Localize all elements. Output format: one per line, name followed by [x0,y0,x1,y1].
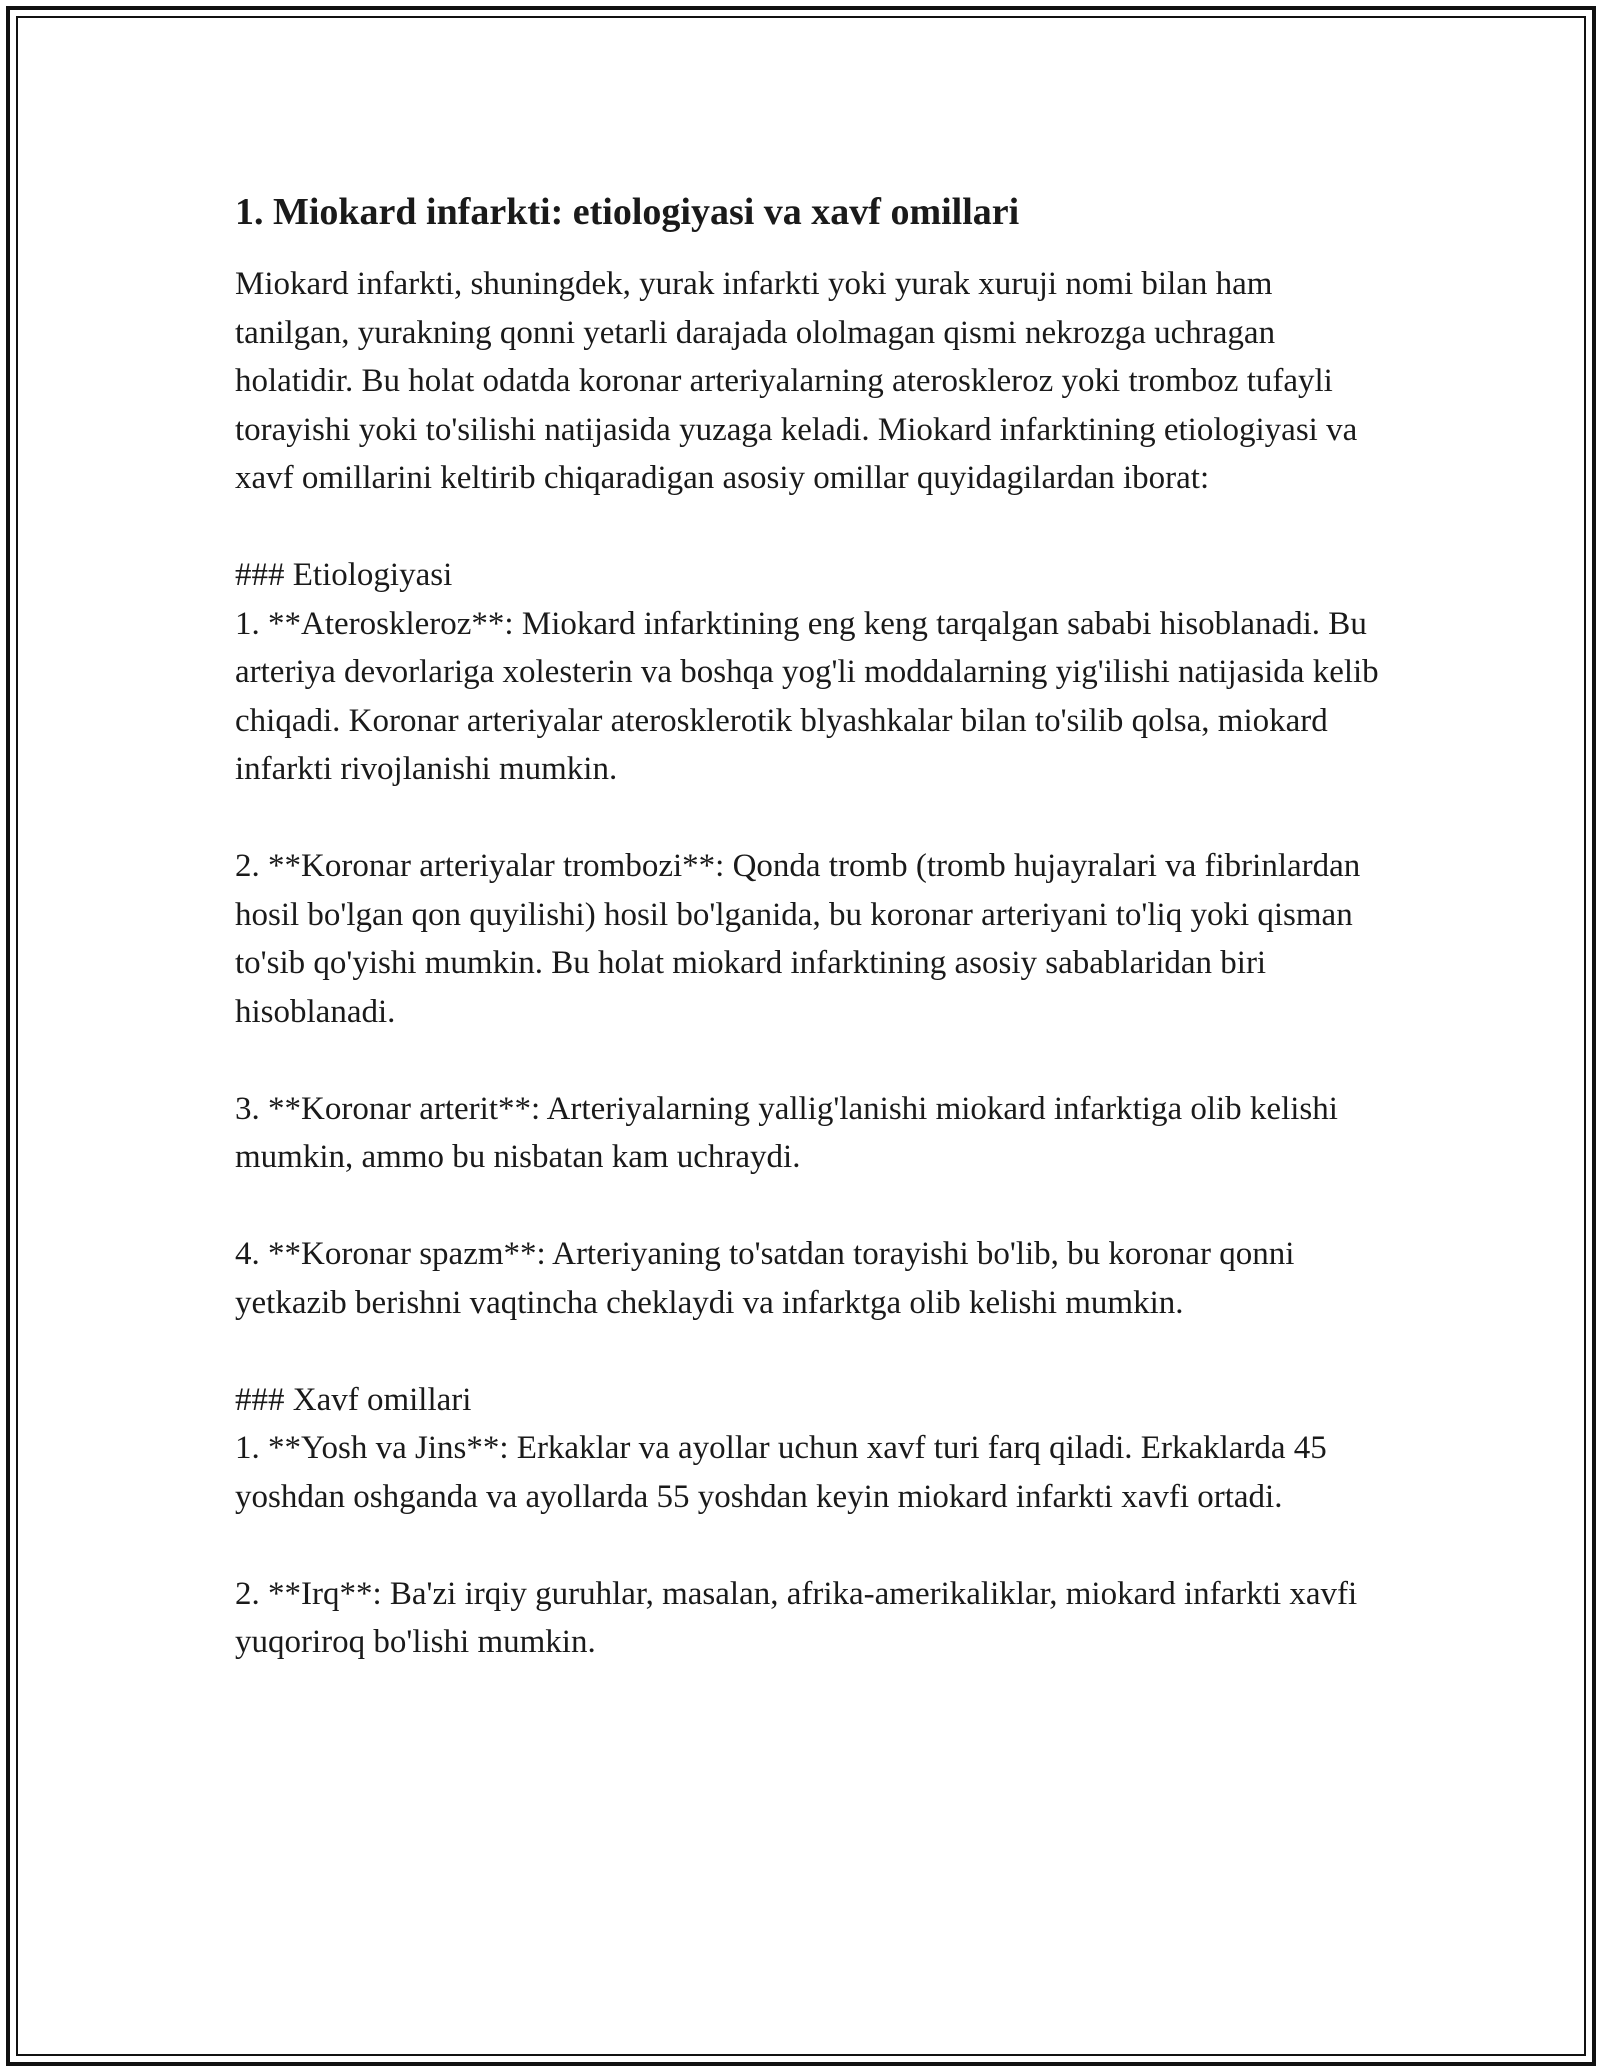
risk-item: 2. **Irq**: Ba'zi irqiy guruhlar, masalan, afrika-amerikaliklar, miokard infarkti xavfi yuqoriroq bo'lishi mumkin. [235,1575,1366,1660]
spacer [235,503,1395,552]
spacer [235,1521,1395,1570]
etiology-heading: ### Etiologiyasi [235,557,453,593]
risk-item: 1. **Yosh va Jins**: Erkaklar va ayollar uchun xavf turi farq qiladi. Erkaklarda 45 yoshdan oshganda va ayollarda 55 yoshdan keyin miokard infarkti xavfi ortadi. [235,1430,1336,1515]
spacer [235,1327,1395,1376]
etiology-item: 1. **Ateroskleroz**: Miokard infarktining eng keng tarqalgan sababi hisoblanadi. Bu arteriya devorlariga xolesterin va boshqa yog'li moddalarning yig'ilishi natijasida kelib chiqadi. Koronar arteriyalar aterosklerotik blyashkalar bilan to'silib qolsa, miokard infarkti rivojlanishi mumkin. [235,605,1387,787]
etiology-item: 2. **Koronar arteriyalar trombozi**: Qonda tromb (tromb hujayralari va fibrinlardan hosil bo'lgan qon quyilishi) hosil bo'lganida, bu koronar arteriyani to'liq yoki qisman to'sib qo'yishi mumkin. Bu holat miokard infarktining asosiy sabablaridan biri hisoblanadi. [235,848,1369,1030]
document-body [235,188,1395,1667]
spacer [235,794,1395,843]
etiology-item: 3. **Koronar arterit**: Arteriyalarning yallig'lanishi miokard infarktiga olib kelishi mumkin, ammo bu nisbatan kam uchraydi. [235,1090,1347,1175]
etiology-item: 4. **Koronar spazm**: Arteriyaning to'satdan torayishi bo'lib, bu koronar qonni yetkazib berishni vaqtincha cheklaydi va infarktga olib kelishi mumkin. [235,1236,1303,1321]
intro-paragraph: Miokard infarkti, shuningdek, yurak infarkti yoki yurak xuruji nomi bilan ham tanilgan, yurakning qonni yetarli darajada ololmagan qismi nekrozga uchragan holatidir. Bu holat odatda koronar arteriyalarning ateroskleroz yoki tromboz tufayli torayishi yoki to'silishi natijasida yuzaga keladi. Miokard infarktining etiologiyasi va xavf omillarini keltirib chiqaradigan asosiy omillar quyidagilardan iborat: [235,266,1366,496]
spacer [235,1182,1395,1231]
spacer [235,1036,1395,1085]
document-title: 1. Miokard infarkti: etiologiyasi va xavf omillari [235,191,1020,233]
risk-heading: ### Xavf omillari [235,1381,472,1418]
